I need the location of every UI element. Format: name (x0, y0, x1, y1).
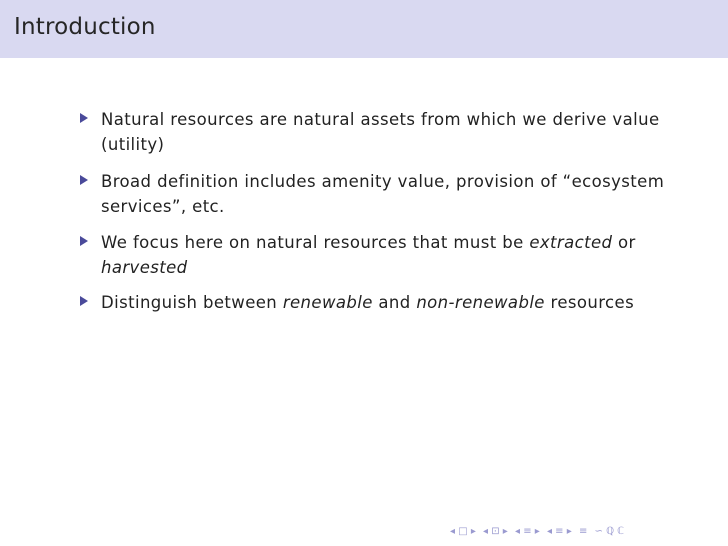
nav-search-icon[interactable]: ∽ ℚ ℂ (594, 526, 625, 537)
nav-subsection-icon[interactable]: ◂ ≡ ▸ (546, 526, 572, 537)
slide-title: Introduction (14, 14, 156, 40)
bullet-text (101, 107, 676, 157)
bullet-run: and (372, 293, 417, 312)
bullet-run: Broad definition includes amenity value, provision of “ecosystem services”, etc. (101, 172, 665, 216)
bullet-text (101, 169, 676, 219)
title-bar (0, 0, 728, 58)
bullet-run: resources (544, 293, 635, 312)
bullet-run: Natural resources are natural assets from which we derive value (utility) (101, 110, 660, 154)
bullet-run: or (612, 233, 636, 252)
triangle-bullet-icon (80, 296, 88, 306)
bullet-run: Distinguish between (101, 293, 283, 312)
nav-slide-icon[interactable]: ◂ □ ▸ (450, 526, 476, 537)
bullet-emphasis: harvested (101, 258, 188, 277)
triangle-bullet-icon (80, 175, 88, 185)
triangle-bullet-icon (80, 236, 88, 246)
bullet-run: We focus here on natural resources that must be (101, 233, 530, 252)
nav-frame-icon[interactable]: ◂ ⊡ ▸ (483, 526, 508, 537)
triangle-bullet-icon (80, 113, 88, 123)
bullet-text (101, 290, 676, 315)
bullet-emphasis: renewable (282, 293, 373, 312)
bullet-emphasis: non-renewable (416, 293, 545, 312)
nav-align-icon[interactable]: ≡ (578, 526, 588, 537)
bullet-text (101, 230, 676, 280)
nav-section-icon[interactable]: ◂ ≡ ▸ (515, 526, 540, 537)
beamer-navigation (450, 526, 628, 540)
bullet-emphasis: extracted (529, 233, 613, 252)
